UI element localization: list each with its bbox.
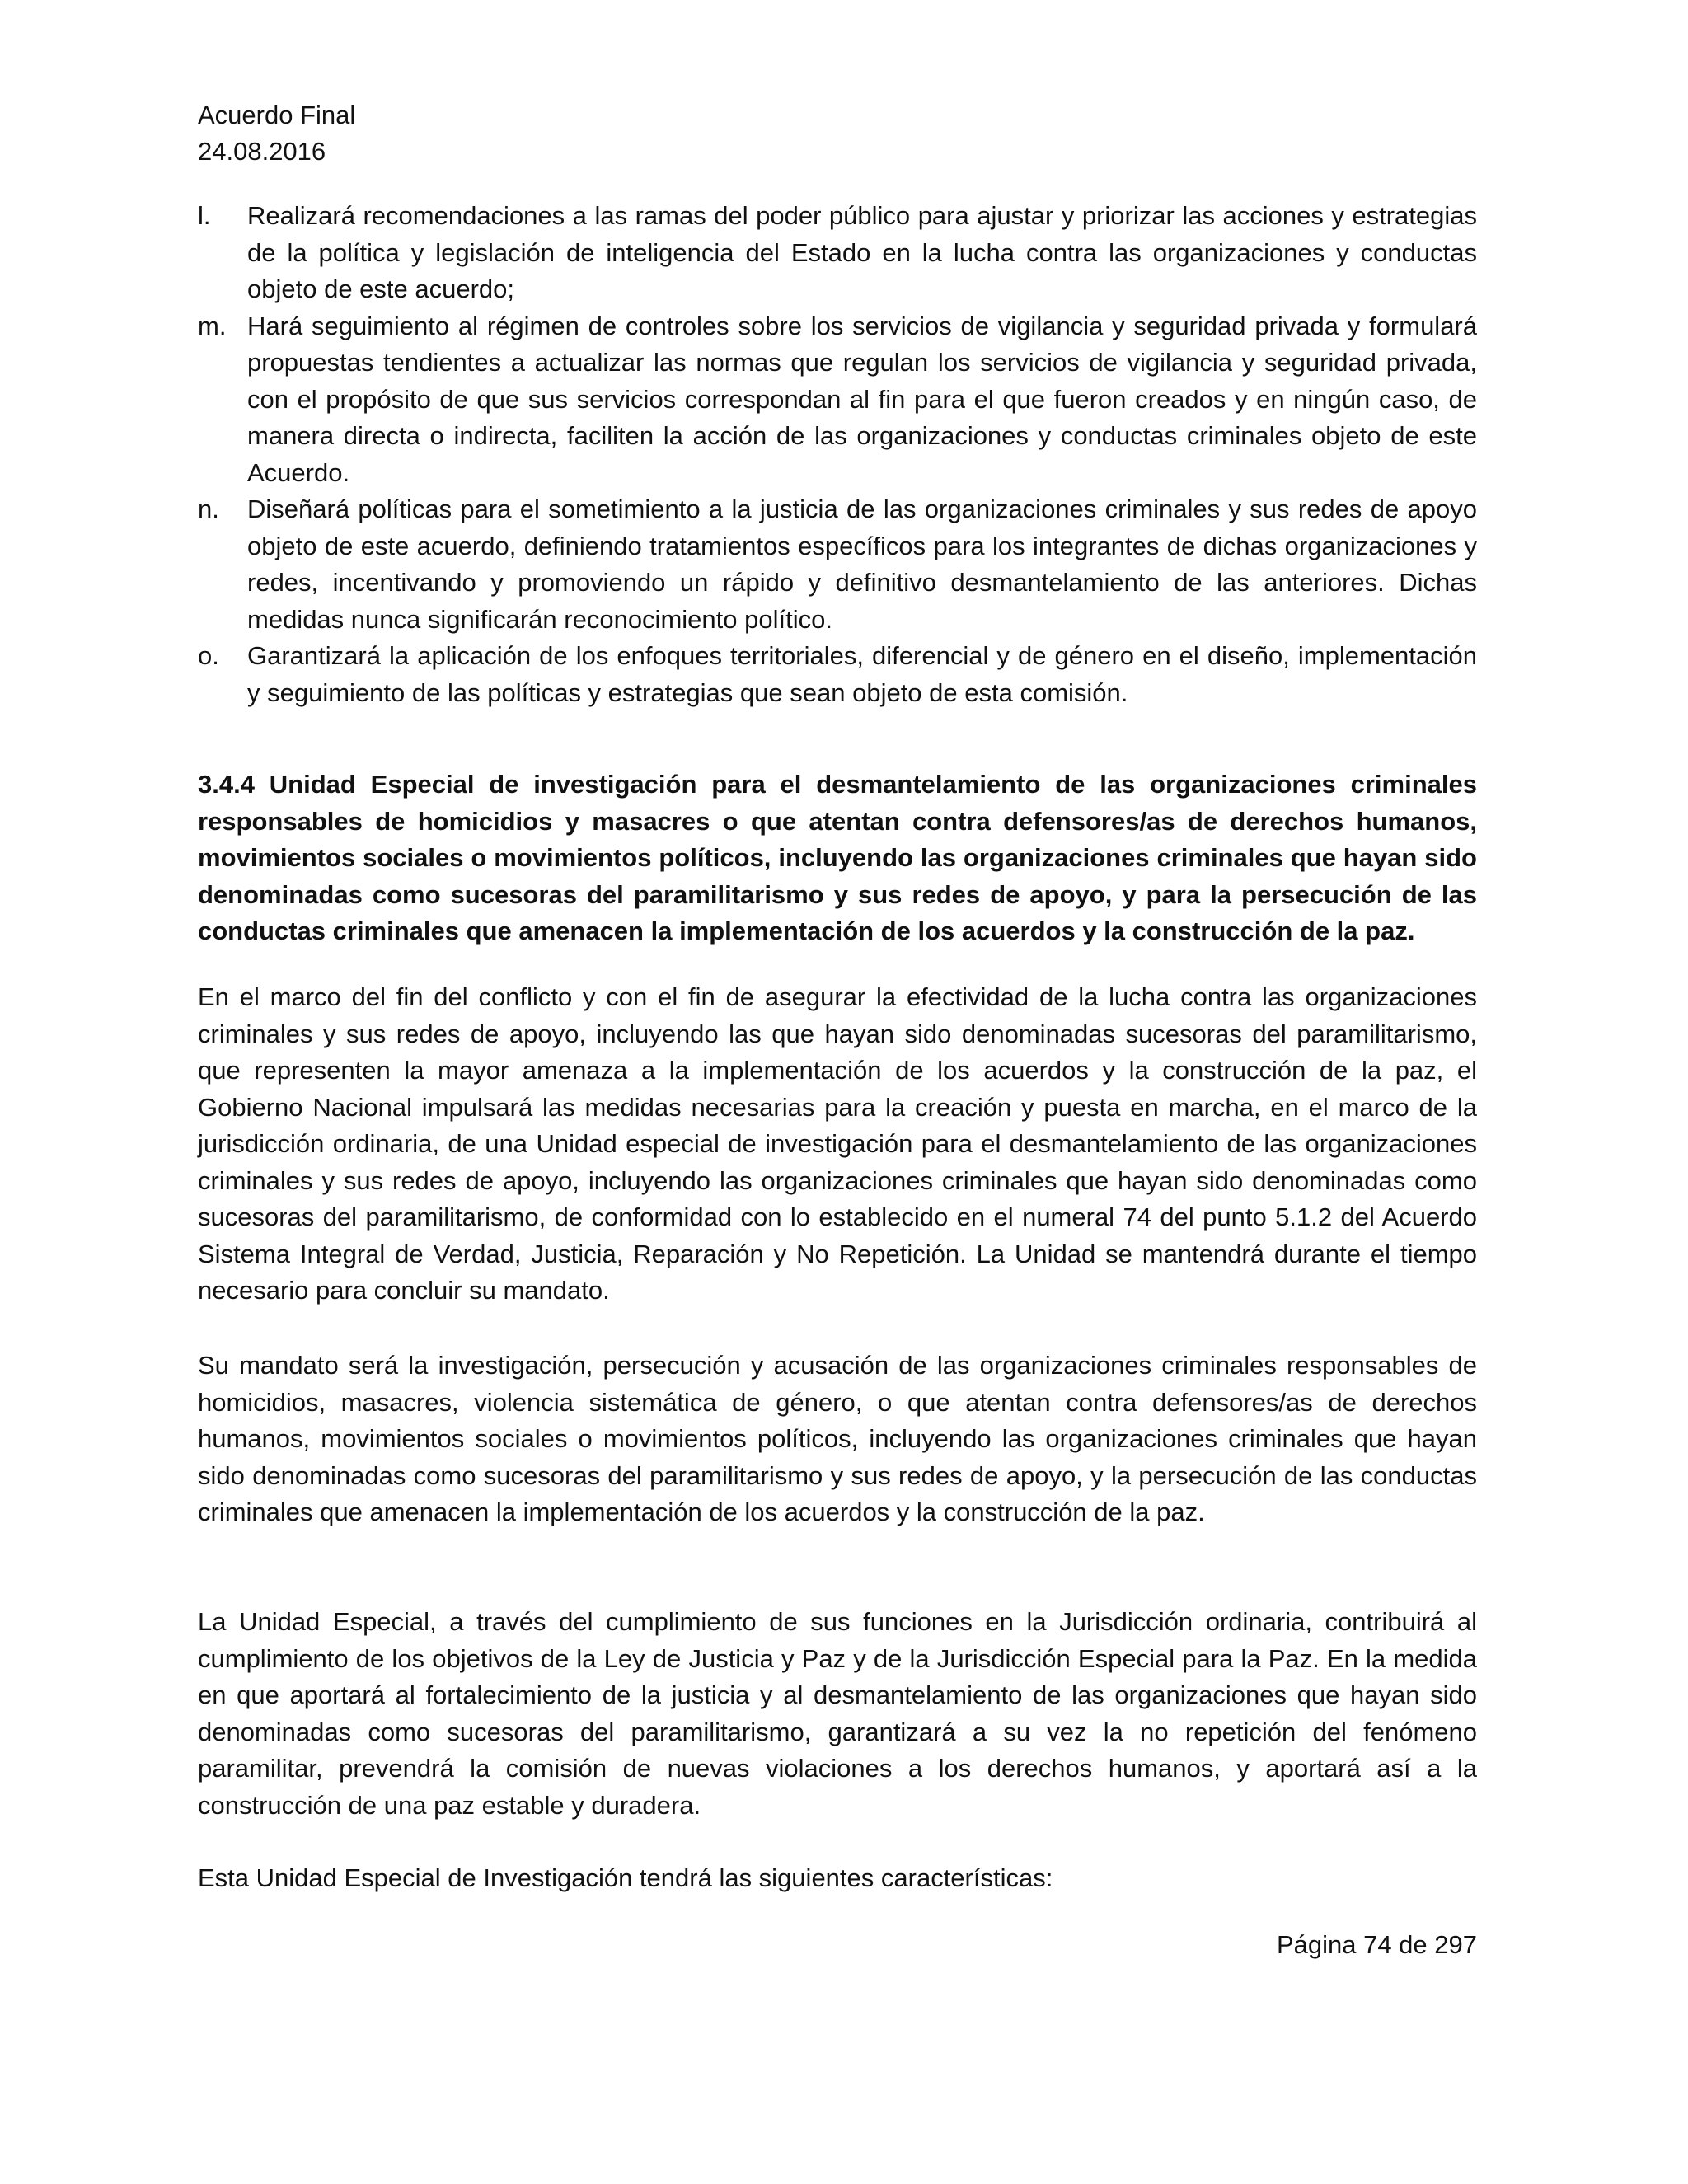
list-item-text: Diseñará políticas para el sometimiento a la justicia de las organizaciones criminales y sus redes de apoyo objeto de este acuerdo, definiendo tratamientos específicos para los integrantes de dichas organizaciones y redes, incentivando y promoviendo un rápido y definitivo desmantelamiento de las anteriores. Dichas medidas nunca significarán reconocimiento político.: [247, 494, 1477, 634]
body-paragraph: Su mandato será la investigación, persecución y acusación de las organizaciones criminales responsables de homicidios, masacres, violencia sistemática de género, o que atentan contra defensores/as de derechos humanos, movimientos sociales o movimientos políticos, incluyendo las organizaciones criminales que hayan sido denominadas como sucesoras del paramilitarismo y sus redes de apoyo, y la persecución de las conductas criminales que amenacen la implementación de los acuerdos y la construcción de la paz.: [198, 1351, 1477, 1526]
body-paragraph: En el marco del fin del conflicto y con el fin de asegurar la efectividad de la lucha contra las organizaciones criminales y sus redes de apoyo, incluyendo las que hayan sido denominadas sucesoras del paramilitarismo, que representen la mayor amenaza a la implementación de los acuerdos y la construcción de la paz, el Gobierno Nacional impulsará las medidas necesarias para la creación y puesta en marcha, en el marco de la jurisdicción ordinaria, de una Unidad especial de investigación para el desmantelamiento de las organizaciones criminales y sus redes de apoyo, incluyendo las organizaciones criminales que hayan sido denominadas como sucesoras del paramilitarismo, de conformidad con lo establecido en el numeral 74 del punto 5.1.2 del Acuerdo Sistema Integral de Verdad, Justicia, Reparación y No Repetición. La Unidad se mantendrá durante el tiempo necesario para concluir su mandato.: [198, 982, 1477, 1305]
list-marker: m.: [198, 311, 227, 340]
list-item-text: Garantizará la aplicación de los enfoques territoriales, diferencial y de género en el diseño, implementación y seguimiento de las políticas y estrategias que sean objeto de esta comisión.: [247, 641, 1477, 707]
document-date: 24.08.2016: [198, 137, 326, 166]
list-item-text: Realizará recomendaciones a las ramas del poder público para ajustar y priorizar las acciones y estrategias de la política y legislación de inteligencia del Estado en la lucha contra las organizaciones y conductas objeto de este acuerdo;: [247, 201, 1477, 303]
document-header: [198, 97, 355, 170]
list-item-text: Hará seguimiento al régimen de controles sobre los servicios de vigilancia y seguridad privada y formulará propuestas tendientes a actualizar las normas que regulan los servicios de vigilancia y seguridad privada, con el propósito de que sus servicios correspondan al fin para el que fueron creados y en ningún caso, de manera directa o indirecta, faciliten la acción de las organizaciones y conductas criminales objeto de este Acuerdo.: [247, 311, 1477, 487]
list-marker: o.: [198, 641, 219, 670]
recommendations-list: [198, 198, 1477, 711]
page-number: Página 74 de 297: [1276, 1930, 1477, 1959]
list-item: [198, 491, 1477, 638]
body-paragraph: La Unidad Especial, a través del cumplimiento de sus funciones en la Jurisdicción ordinaria, contribuirá al cumplimiento de los objetivos de la Ley de Justicia y Paz y de la Jurisdicción Especial para la Paz. En la medida en que aportará al fortalecimiento de la justicia y al desmantelamiento de las organizaciones que hayan sido denominadas como sucesoras del paramilitarismo, garantizará a su vez la no repetición del fenómeno paramilitar, prevendrá la comisión de nuevas violaciones a los derechos humanos, y aportará así a la construcción de una paz estable y duradera.: [198, 1607, 1477, 1820]
document-title: Acuerdo Final: [198, 101, 356, 129]
list-marker: n.: [198, 494, 219, 523]
list-item: [198, 638, 1477, 711]
list-marker: l.: [198, 201, 211, 230]
list-item: [198, 198, 1477, 308]
section-heading: 3.4.4 Unidad Especial de investigación para el desmantelamiento de las organizaciones criminales responsables de homicidios y masacres o que atentan contra defensores/as de derechos humanos, movimientos sociales o movimientos políticos, incluyendo las organizaciones criminales que hayan sido denominadas como sucesoras del paramilitarismo y sus redes de apoyo, y para la persecución de las conductas criminales que amenacen la implementación de los acuerdos y la construcción de la paz.: [198, 770, 1477, 945]
list-item: [198, 308, 1477, 492]
body-paragraph: Esta Unidad Especial de Investigación tendrá las siguientes características:: [198, 1863, 1053, 1892]
